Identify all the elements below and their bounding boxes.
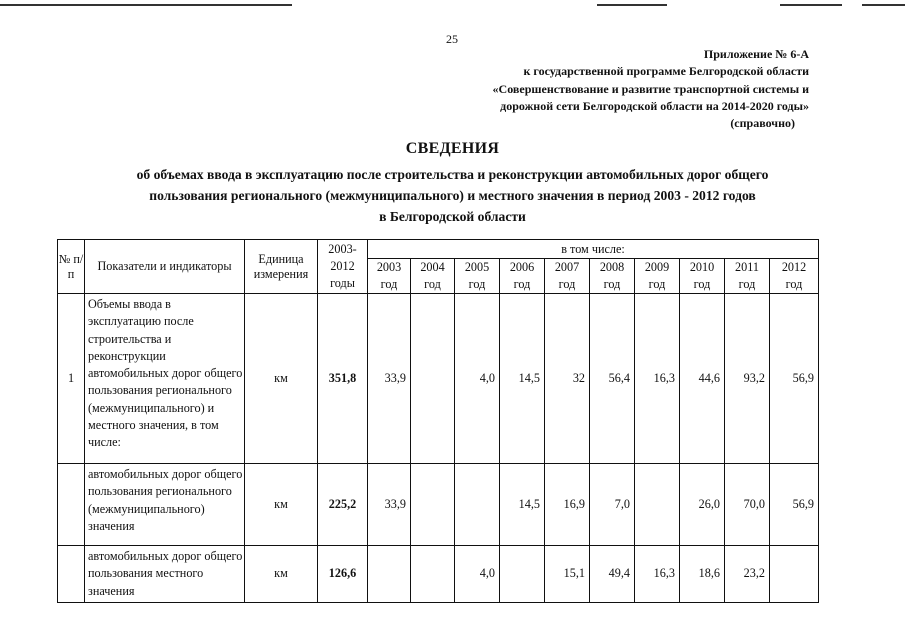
header-year-suffix: год [770,275,819,294]
row-value: 56,9 [770,464,819,546]
header-year: 2007 [545,259,590,276]
row-value: 16,3 [635,546,680,603]
row-unit: км [245,294,318,464]
row-value [770,546,819,603]
appendix-line: дорожной сети Белгородской области на 2014-2020 годы» [500,98,809,113]
row-value: 49,4 [590,546,635,603]
header-year-suffix: год [500,275,545,294]
row-value: 14,5 [500,294,545,464]
row-value: 4,0 [455,546,500,603]
header-year-suffix: год [545,275,590,294]
row-value [411,294,455,464]
header-indicator: Показатели и индикаторы [85,240,245,294]
row-value [635,464,680,546]
row-value: 56,4 [590,294,635,464]
scan-top-line [0,4,292,6]
row-indicator: Объемы ввода в эксплуатацию после строительства и реконструкции автомобильных дорог общего пользования регионального (межмуниципального) и местного значения, в том числе: [85,294,245,464]
row-value [500,546,545,603]
scan-top-line [862,4,905,6]
row-value: 4,0 [455,294,500,464]
row-num: 1 [58,294,85,464]
header-num: № п/п [58,240,85,294]
row-value [411,464,455,546]
row-value: 44,6 [680,294,725,464]
document-title: СВЕДЕНИЯ [405,140,500,157]
document-subtitle [0,164,905,227]
header-including: в том числе: [368,240,819,259]
row-value: 93,2 [725,294,770,464]
row-unit: км [245,546,318,603]
row-value: 33,9 [368,294,411,464]
table-row [58,546,819,603]
row-value: 18,6 [680,546,725,603]
subtitle-line: пользования регионального (межмуниципального) и местного значения в период 2003 - 2012 годов [149,188,756,203]
header-year: 2003 [368,259,411,276]
row-value [368,546,411,603]
row-value: 16,3 [635,294,680,464]
appendix-line: к государственной программе Белгородской области [523,64,809,79]
row-value: 70,0 [725,464,770,546]
row-num [58,464,85,546]
row-num [58,546,85,603]
table-row [58,464,819,546]
row-value [411,546,455,603]
header-year-suffix: год [455,275,500,294]
header-year: 2006 [500,259,545,276]
appendix-line: «Совершенствование и развитие транспортной системы и [492,81,809,96]
row-value: 14,5 [500,464,545,546]
subtitle-line: об объемах ввода в эксплуатацию после строительства и реконструкции автомобильных дорог общего [136,167,769,182]
header-year: 2008 [590,259,635,276]
header-year-suffix: год [411,275,455,294]
appendix-title: Приложение № 6-А [703,47,809,61]
row-value: 33,9 [368,464,411,546]
appendix-reference: (справочно) [730,116,795,131]
scan-top-line [597,4,667,6]
header-year: 2011 [725,259,770,276]
header-year-suffix: год [725,275,770,294]
row-unit: км [245,464,318,546]
row-value: 7,0 [590,464,635,546]
appendix-block [493,46,809,132]
row-value: 16,9 [545,464,590,546]
header-year: 2010 [680,259,725,276]
data-table [57,239,819,603]
row-indicator: автомобильных дорог общего пользования регионального (межмуниципального) значения [85,464,245,546]
page-number: 25 [446,32,458,46]
row-value: 26,0 [680,464,725,546]
header-year-suffix: год [590,275,635,294]
row-total: 225,2 [318,464,368,546]
row-indicator: автомобильных дорог общего пользования местного значения [85,546,245,603]
table-row [58,294,819,464]
row-value: 56,9 [770,294,819,464]
row-value: 32 [545,294,590,464]
header-year: 2004 [411,259,455,276]
header-year: 2005 [455,259,500,276]
subtitle-line: в Белгородской области [379,209,526,224]
scan-top-line [780,4,842,6]
header-year: 2012 [770,259,819,276]
header-total-range: 2003-2012 годы [318,240,368,294]
row-value [455,464,500,546]
row-value: 23,2 [725,546,770,603]
header-year-suffix: год [680,275,725,294]
header-unit: Единица измерения [245,240,318,294]
header-year-suffix: год [635,275,680,294]
row-value: 15,1 [545,546,590,603]
header-year: 2009 [635,259,680,276]
row-total: 351,8 [318,294,368,464]
header-year-suffix: год [368,275,411,294]
row-total: 126,6 [318,546,368,603]
